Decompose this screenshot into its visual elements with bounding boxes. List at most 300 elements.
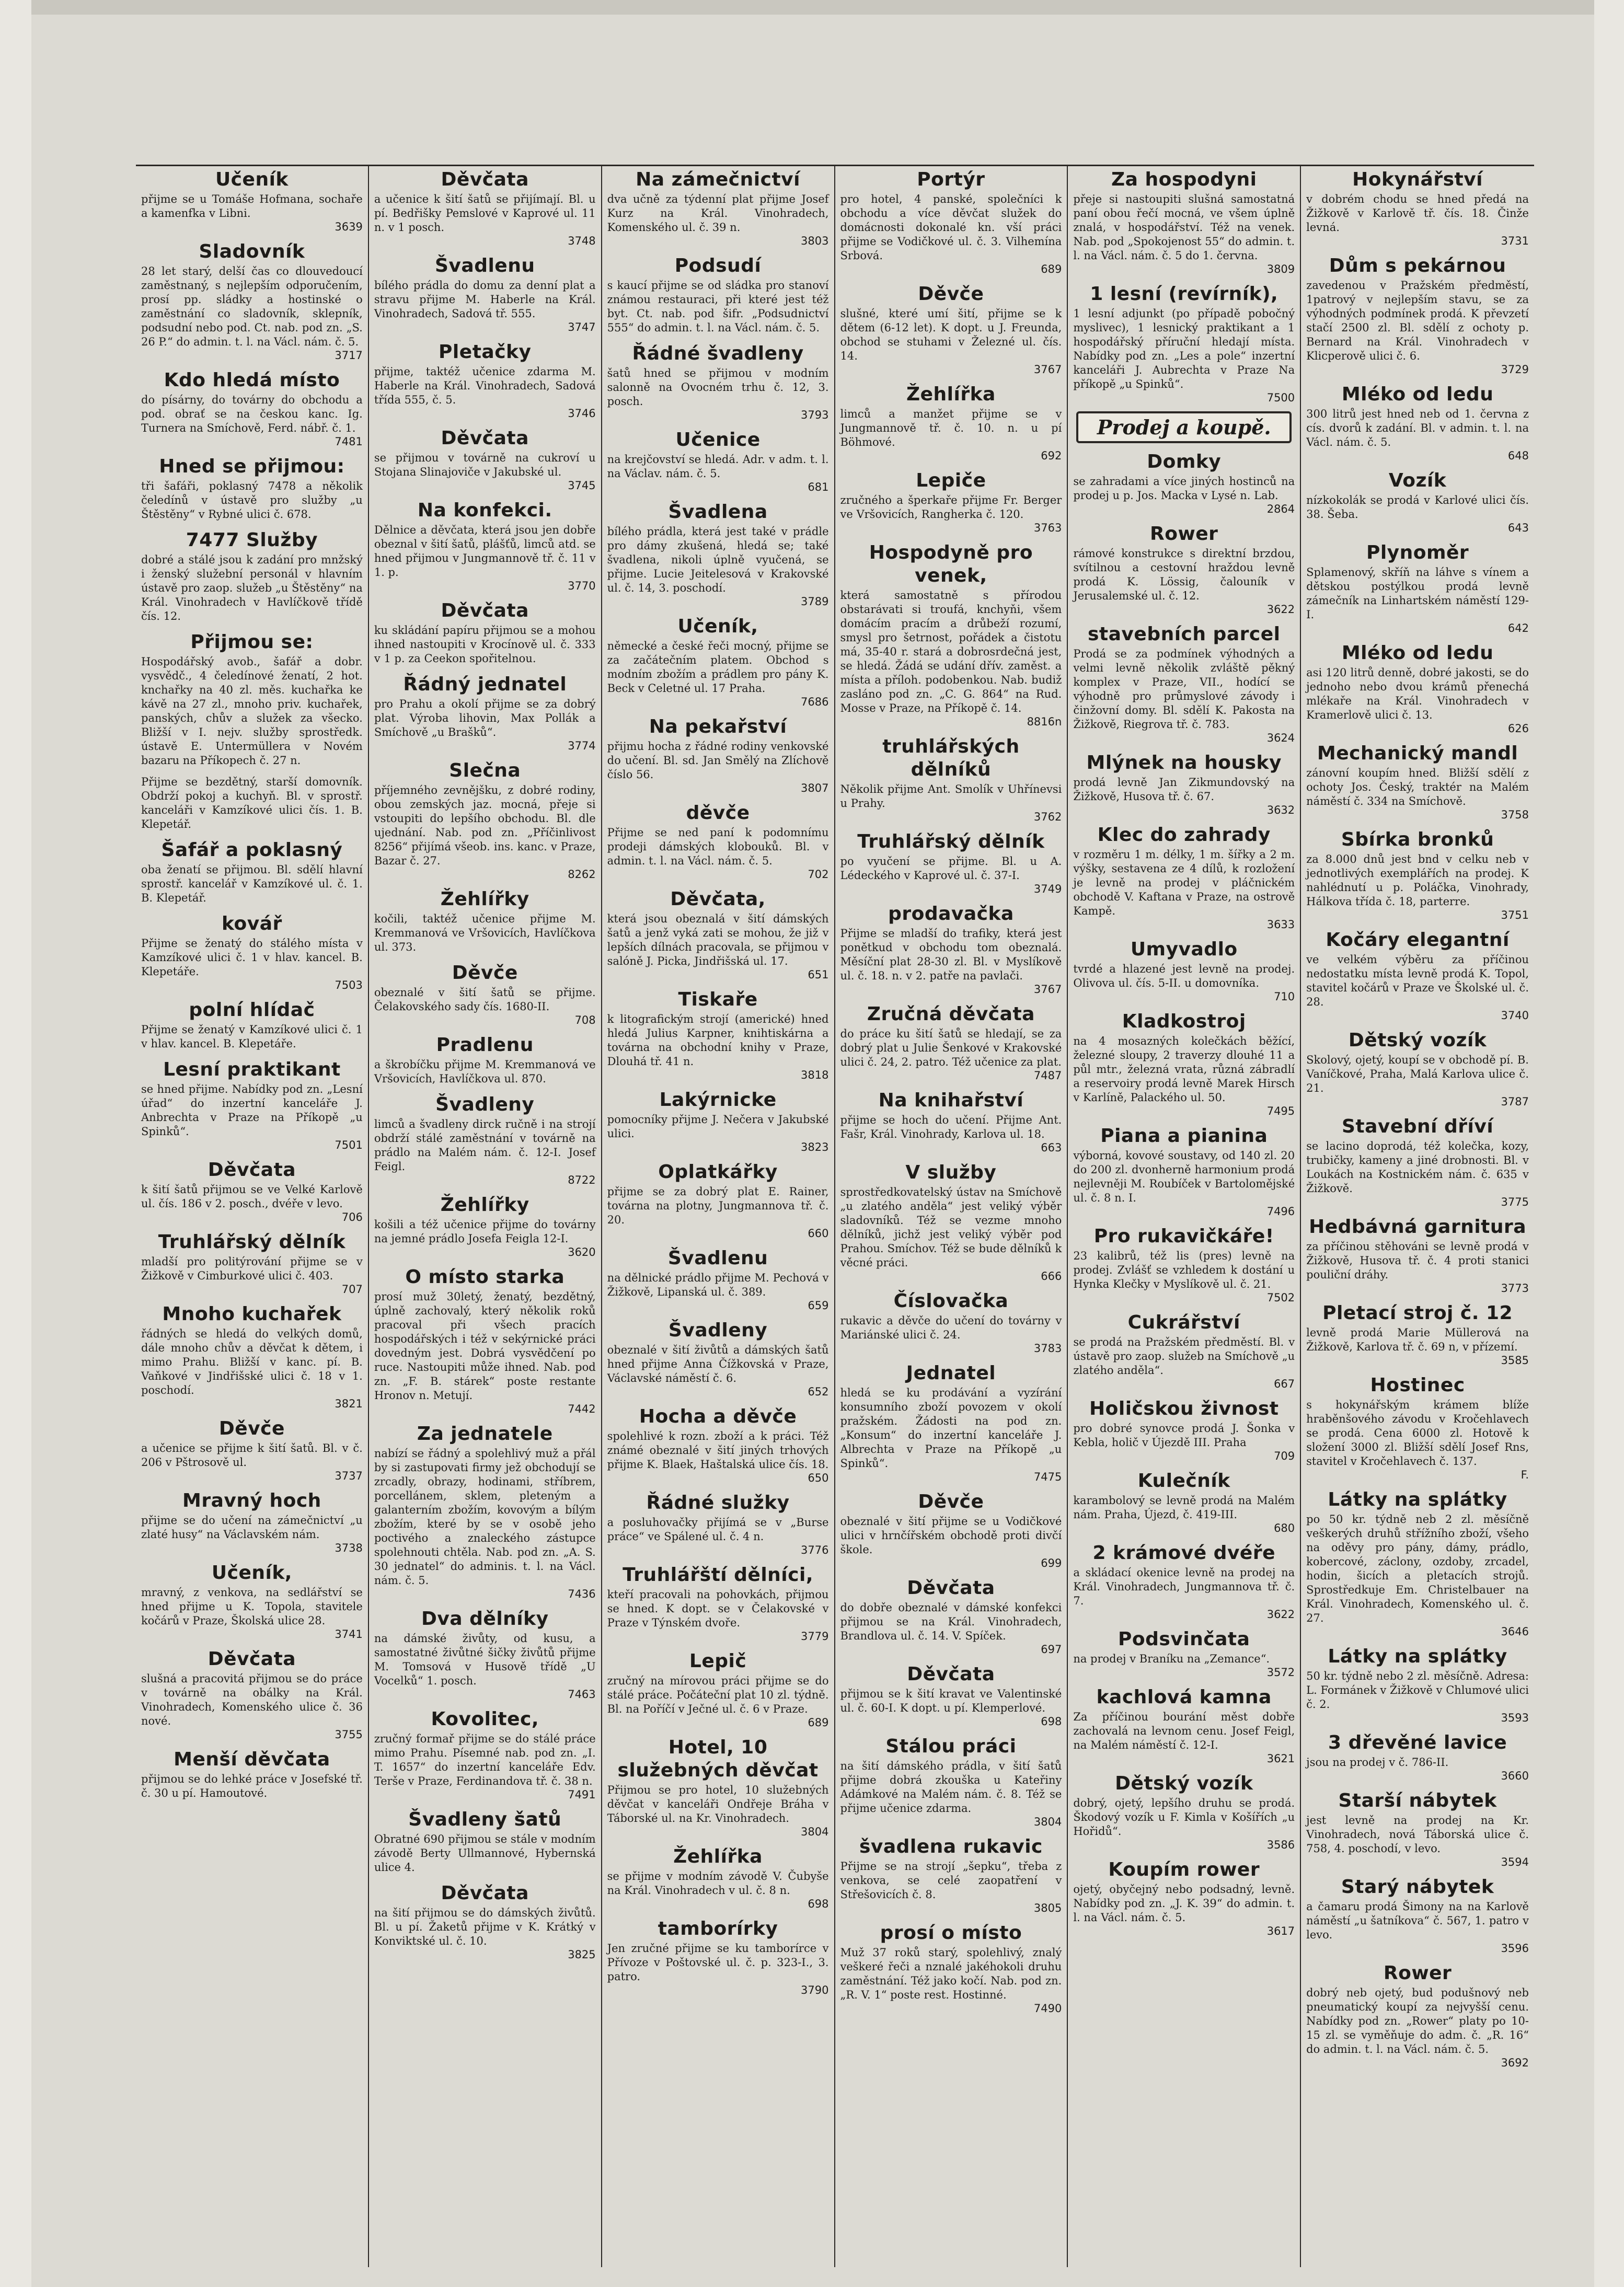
ad-body: za 8.000 dnů jest bnd v celku neb v jednotlivých exemplářích na prodej. K nahlédnutí u p. Poláčka, Vinohrady, Hálkova třída č. 18, parterre. [1306, 853, 1529, 908]
column-1 [136, 166, 369, 2267]
ad-body: která jsou obeznalá v šití dámských šatů a jenž vyká zati se mohou, že již v lepších dílnách pracovala, se přijmou v salóně J. Picka, Jindřišská ul. 17. [607, 913, 829, 967]
classified-ad [607, 615, 829, 708]
ad-number: 3633 [1266, 918, 1295, 931]
classified-ad [1306, 1302, 1529, 1367]
ad-body: bílého prádla do domu za denní plat a stravu přijme M. Haberle na Král. Vinohradech, Sadová tř. 555. [374, 279, 596, 320]
ad-body: tři šafáři, poklasný 7478 a několik čeledínů v ústavě pro služby „u Štěstěny“ v Rybné ulici č. 678. [141, 480, 363, 521]
classified-ad [607, 802, 829, 881]
ad-title: Mléko od ledu [1341, 642, 1494, 664]
classified-ad [840, 1577, 1062, 1656]
ad-title: Děvče [918, 283, 984, 305]
classified-ad [840, 1362, 1062, 1483]
ad-title: Truhlářský dělník [857, 831, 1045, 852]
ad-body: ve velkém výběru za příčinou nedostatku místa levně prodá K. Topol, stavitel kočárů v Praze ve Školské ul. č. 28. [1306, 953, 1529, 1008]
classified-ad [840, 469, 1062, 534]
ad-title: děvče [686, 802, 750, 824]
ad-number: 626 [1507, 722, 1529, 735]
ad-body: zánovní koupím hned. Bližší sdělí z ochoty Jos. Český, traktér na Malém náměstí č. 334 na Smíchově. [1306, 767, 1529, 807]
classified-ad [607, 342, 829, 421]
ad-number: 8816n [1027, 715, 1062, 728]
classified-ad [374, 341, 596, 420]
ad-title: Mléko od ledu [1341, 384, 1494, 405]
ad-body: Přijme se na strojí „šepku“, třeba z venkova, se celé zaopatření v Střešovicích č. 8. [840, 1860, 1062, 1901]
ad-title: kovář [222, 913, 282, 934]
ad-body: která samostatně s přírodou obstarávati si troufá, knchyňi, všem domácím pracím a drůbeží rozumí, smysl pro šetrnost, pořádek a čistotu má, 35-40 r. stará a dobrosrdečná jest, se hledá. Žádá se udání dřív. zaměst. a místa a příloh. podobenkou. Nab. budiž zasláno pod zn. „C. G. 864“ na Rud. Mosse v Praze, na Příkopě č. 14. [840, 589, 1062, 714]
ad-number: 3805 [1033, 1902, 1062, 1914]
classified-ad [607, 1089, 829, 1153]
classified-ad [840, 1835, 1062, 1914]
classified-ad [374, 1608, 596, 1701]
ad-body: levně prodá Marie Müllerová na Žižkově, Karlova tř. č. 69 n, v přízemí. [1306, 1326, 1529, 1353]
ad-title: Dům s pekárnou [1329, 255, 1506, 276]
ad-number: 3787 [1501, 1095, 1529, 1108]
classified-ad [1306, 1731, 1529, 1782]
classified-ad [840, 1003, 1062, 1082]
ad-title: Dětský vozík [1348, 1030, 1487, 1051]
ad-title: Kulečník [1137, 1470, 1230, 1492]
classified-ad [607, 888, 829, 981]
ad-title: Děvčata [441, 600, 529, 621]
classified-ad [141, 455, 363, 522]
ad-title: Na konfekci. [417, 500, 552, 521]
ad-title: Děvčata [208, 1159, 296, 1181]
ad-body: 28 let starý, delší čas co dlouvedoucí zaměstnaný, s nejlepším odporučením, prosí pp. sládky a hostinské o zaměstnání co sladovník, sklepník, podsudní nebo pod. Ct. nab. pod zn. „S. 26 P.“ do admin. t. l. na Václ. nám. č. 5. [141, 265, 363, 348]
ad-number: 3692 [1501, 2057, 1529, 2069]
classified-ad [141, 913, 363, 991]
ad-title: Látky na splátky [1328, 1646, 1507, 1667]
ad-body: jest levně na prodej na Kr. Vinohradech, nová Táborská ulice č. 758, 4. poschodí, v levo. [1306, 1814, 1529, 1855]
ad-title: Sbírka bronků [1341, 829, 1494, 850]
ad-body: kočili, taktéž učenice přijme M. Kremmanová ve Vršovicích, Havlíčkova ul. 373. [374, 913, 596, 953]
classified-ad [374, 962, 596, 1026]
ad-title: Hokynářství [1352, 169, 1483, 190]
ad-number: 667 [1274, 1378, 1295, 1390]
ad-body: šatů hned se přijmou v modním salonně na Ovocném trhu č. 12, 3. posch. [607, 367, 829, 408]
ad-title: Oplatkářky [658, 1161, 778, 1183]
column-6 [1301, 166, 1534, 2267]
ad-body: německé a české řeči mocný, přijme se za začátečním platem. Obchod s modním zbožím a prádlem pro pány K. Beck v Celetné ul. 17 Praha. [607, 640, 829, 695]
ad-number: 7481 [335, 435, 363, 448]
ad-title: Učenice [675, 429, 761, 451]
ad-title: Tiskaře [678, 989, 758, 1010]
ad-title: švadlena rukavic [859, 1836, 1043, 1857]
ad-body: nízkokolák se prodá v Karlové ulici čís. 38. Šeba. [1306, 494, 1529, 521]
classified-ad [374, 1808, 596, 1875]
ad-number: 3789 [801, 595, 829, 608]
ad-title: Piana a pianina [1100, 1125, 1268, 1147]
ad-body: Hospodářský avob., šafář a dobr. vysvědč., 4 čeledínové ženatí, 2 hot. knchařky na 40 zl. měs. kuchařka ke kávě na 27 zl., mnoho priv. kuchařek, panských, chův a služek za všecko. Bližší v I. nejv. služby sprostředk. ústavě E. Untermüllera v Novém bazaru na Příkopech č. 27 n. [141, 655, 363, 767]
ad-number: 7500 [1266, 391, 1295, 404]
ad-number: 652 [808, 1385, 829, 1398]
ad-number: 3774 [568, 740, 596, 752]
ad-number: 702 [808, 868, 829, 881]
ad-number: 3747 [568, 321, 596, 333]
ad-number: 3729 [1501, 363, 1529, 376]
ad-title: Hostinec [1370, 1374, 1465, 1396]
ad-body: Obratné 690 přijmou se stále v modním závodě Berty Ullmannové, Hybernská ulice 4. [374, 1833, 596, 1874]
ad-number: 7475 [1033, 1471, 1062, 1483]
ad-number: 3755 [335, 1728, 363, 1741]
ad-body: přijme se za dobrý plat E. Rainer, továrna na plotny, Jungmannova tř. č. 20. [607, 1185, 829, 1226]
ad-number: 8262 [568, 868, 596, 881]
ad-body: dobrý neb ojetý, bud podušnový neb pneumatický koupí za nejvyšší cenu. Nabídky pod zn. „Rower“ platy po 10-15 zl. se vyměňuje do adm. č. „R. 16“ do admin. t. l. na Václ. nám. č. 5. [1306, 1986, 1529, 2055]
classified-ad [1073, 1628, 1295, 1679]
classified-ad [141, 775, 363, 831]
ad-title: Zručná děvčata [867, 1003, 1035, 1025]
ad-title: Holičskou živnost [1089, 1398, 1279, 1419]
classified-ad [840, 168, 1062, 275]
classified-ad [141, 529, 363, 623]
ad-body: oba ženatí se přijmou. Bl. sdělí hlavní sprostř. kancelář v Kamzíkové ul. č. 1. B. Klepetář. [141, 863, 363, 904]
classified-ad [1306, 1029, 1529, 1108]
ad-title: Jednatel [906, 1362, 996, 1384]
classified-ad [374, 168, 596, 247]
ad-body: dobré a stálé jsou k zadání pro mnžský i ženský služební personál v hlavním ústavě pro zaop. služeb „u Štěstěny“ na Král. Vinohradech v Havlíčkově třídě čís. 12. [141, 553, 363, 622]
ad-title: Hotel, 10 služebných děvčat [617, 1737, 819, 1781]
classified-ad [374, 673, 596, 752]
ad-title: Lakýrnicke [659, 1089, 777, 1111]
ad-number: 3790 [801, 1984, 829, 1996]
ad-body: mladší pro politýrování přijme se v Žižkově v Cimburkové ulici č. 403. [141, 1255, 363, 1282]
ad-title: Na knihařství [878, 1090, 1024, 1111]
ad-title: Lesní praktikant [163, 1059, 341, 1080]
ad-body: obeznalé v šití živůtů a dámských šatů hned přijme Anna Čížkovská v Praze, Václavské náměstí č. 6. [607, 1344, 829, 1384]
classified-ad [840, 541, 1062, 728]
ad-body: spolehlivé k rozn. zboží a k práci. Též známé obeznalé v šití jiných trhových přijme K. Blaek, Haštalská ulice čís. 18. [607, 1430, 829, 1471]
ad-number: 7503 [335, 979, 363, 991]
classified-ad [1306, 255, 1529, 376]
ad-title: Švadleny [435, 1094, 535, 1115]
ad-body: Jen zručné přijme se ku tamborírce v Přívoze v Poštovské ul. č. p. 323-I., 3. patro. [607, 1942, 829, 1983]
ad-title: Domky [1147, 451, 1222, 472]
classified-ad [840, 283, 1062, 376]
column-5 [1068, 166, 1301, 2267]
ad-title: Koupím rower [1108, 1859, 1260, 1880]
ad-number: 648 [1507, 449, 1529, 462]
classified-ad [1306, 742, 1529, 821]
ad-body: na dělnické prádlo přijme M. Pechová v Žižkově, Lipanská ul. č. 389. [607, 1272, 829, 1298]
ad-number: 3793 [801, 409, 829, 421]
ad-number: 699 [1041, 1557, 1062, 1569]
ad-number: 3646 [1501, 1625, 1529, 1638]
ad-title: Mravný hoch [182, 1490, 321, 1511]
ad-number: 3758 [1501, 808, 1529, 821]
classified-ad [374, 427, 596, 492]
ad-title: Švadleny šatů [408, 1809, 562, 1830]
ad-number: 651 [808, 968, 829, 981]
ad-title: Děvče [918, 1491, 984, 1512]
classified-ad [1073, 1858, 1295, 1937]
ad-number: 3821 [335, 1397, 363, 1410]
ad-title: 1 lesní (revírník), [1090, 283, 1279, 305]
classified-ad [607, 1405, 829, 1484]
ad-number: 7501 [335, 1139, 363, 1151]
ad-body: prodá levně Jan Zikmundovský na Žižkově, Husova tř. č. 67. [1073, 776, 1295, 803]
classified-ad [1306, 1789, 1529, 1868]
ad-title: Stálou práci [885, 1736, 1017, 1757]
classified-ad [374, 1423, 596, 1600]
ad-title: prodavačka [888, 903, 1014, 925]
ad-body: zručného a šperkaře přijme Fr. Berger ve Vršovicích, Rangherka č. 120. [840, 494, 1062, 521]
classified-ad [1306, 1374, 1529, 1481]
ad-title: V služby [905, 1162, 997, 1183]
ad-number: 3632 [1266, 804, 1295, 816]
classified-ad [374, 599, 596, 666]
ad-title: Děvče [452, 962, 518, 984]
ad-body: slušné, které umí šití, přijme se k dětem (6-12 let). K dopt. u J. Freunda, obchod se stuhami v Železné ul. čís. 14. [840, 307, 1062, 362]
ad-title: Děvčata [441, 1882, 529, 1904]
ad-number: 709 [1274, 1450, 1295, 1462]
ad-title: Učeník, [677, 616, 758, 637]
ad-number: 698 [1041, 1715, 1062, 1728]
ad-body: Několik přijme Ant. Smolík v Uhřínevsi u Prahy. [840, 783, 1062, 810]
ad-title: Mlýnek na housky [1086, 752, 1282, 773]
ad-title: Pletací stroj č. 12 [1322, 1302, 1513, 1324]
classified-ad [1073, 752, 1295, 816]
ad-body: Za příčinou bourání měst dobře zachovalá na levnom cenu. Josef Feigl, na Malém náměstí č. 12-I. [1073, 1711, 1295, 1751]
classified-ad [1073, 168, 1295, 275]
classified-ad [1306, 1216, 1529, 1295]
ad-body: Prodá se za podmínek výhodných a velmi levně několik zvláště pěkný komplex v Praze, VII., hodící se výhodně pro průmyslové závody i činžovní domy. Bl. sdělí K. Pakosta na Žižkově, Riegrova tř. č. 783. [1073, 648, 1295, 731]
ad-number: 3804 [1033, 1816, 1062, 1828]
ad-number: 7502 [1266, 1291, 1295, 1304]
ad-body: se prodá na Pražském předměstí. Bl. v ústavě pro zaop. služeb na Smíchově „u zlatého anděla“. [1073, 1336, 1295, 1377]
ad-body: Přijmou se pro hotel, 10 služebných děvčat v kanceláři Ondřeje Bráha v Táborské ul. na Kr. Vinohradech. [607, 1784, 829, 1824]
ad-number: 3740 [1501, 1009, 1529, 1022]
ad-number: 3596 [1501, 1942, 1529, 1955]
ad-body: košili a též učenice přijme do továrny na jemné prádlo Josefa Feigla 12-I. [374, 1218, 596, 1245]
ad-body: Splamenový, skříň na láhve s vínem a dětskou postýlkou prodá levně zámečník na Linhartském náměstí 129-I. [1306, 566, 1529, 621]
ad-number: 3783 [1033, 1342, 1062, 1355]
ad-body: přijme, taktéž učenice zdarma M. Haberle na Král. Vinohradech, Sadová třída 555, č. 5. [374, 365, 596, 406]
ad-body: do písárny, do továrny do obchodu a pod. obrať se na českou kanc. Ig. Turnera na Smíchově, Ferd. nábř. č. 1. [141, 394, 363, 434]
ad-title: Přijmou se: [190, 631, 314, 653]
ad-title: Žehlířka [673, 1846, 763, 1867]
classified-ad [607, 1247, 829, 1312]
ad-title: Kočáry elegantní [1326, 929, 1510, 951]
ad-body: tvrdé a hlazené jest levně na prodej. Olivova ul. čís. 5-II. u domovníka. [1073, 963, 1295, 989]
ad-body: se zahradami a více jiných hostinců na prodej u p. Jos. Macka v Lysé n. Lab. [1073, 475, 1295, 502]
classified-ad [607, 1564, 829, 1643]
ad-title: truhlářských dělníků [882, 736, 1020, 780]
classified-ad [840, 1089, 1062, 1154]
classified-ad [141, 631, 363, 768]
classified-ad [1073, 1686, 1295, 1765]
classified-ad [1306, 828, 1529, 921]
classified-ad [1306, 1962, 1529, 2069]
ad-title: polní hlídač [189, 999, 315, 1021]
classified-ad [840, 1290, 1062, 1355]
ad-title: Děvčata [907, 1664, 995, 1685]
classified-ad [1073, 1311, 1295, 1390]
classified-ad [374, 888, 596, 954]
ad-number: 3572 [1266, 1666, 1295, 1679]
classified-ad [607, 1650, 829, 1729]
ad-body: po 50 kr. týdně neb 2 zl. měsíčně veškerých druhů střížního zboží, všeho na oděvy pro pány, dámy, prádlo, kobercové, záclony, ozdoby, zrcadel, hodin, šicích a pletacích strojů. Sprostředkuje Em. Christelbauer na Král. Vinohradech, Komenského ul. č. 27. [1306, 1513, 1529, 1624]
classified-ad [607, 715, 829, 794]
ad-title: Klec do zahrady [1097, 824, 1271, 846]
ad-title: Učeník, [211, 1562, 292, 1584]
ad-title: Dva dělníky [421, 1608, 549, 1630]
ad-number: 689 [808, 1716, 829, 1729]
ad-body: pro Prahu a okolí přijme se za dobrý plat. Výroba lihovin, Max Pollák a Smíchově „u Brašků“. [374, 698, 596, 738]
ad-title: Hocha a děvče [639, 1406, 797, 1427]
classified-ad [1073, 938, 1295, 1003]
ad-title: Za jednatele [417, 1423, 553, 1445]
ad-title: Za hospodyni [1111, 169, 1257, 190]
ad-title: Mnoho kuchařek [162, 1303, 342, 1325]
classified-ad [607, 1492, 829, 1556]
ad-body: na šití přijmou se do dámských živůtů. Bl. u pí. Žaketů přijme v K. Krátký v Konviktské ul. č. 10. [374, 1907, 596, 1947]
classified-ad [607, 1918, 829, 1996]
ad-number: 707 [341, 1283, 363, 1296]
ad-number: 3622 [1266, 603, 1295, 616]
ad-title: Hospodyně pro venek, [869, 542, 1033, 586]
classified-ad [607, 1845, 829, 1910]
ad-number: 2864 [1266, 503, 1295, 515]
classified-ad [1306, 1488, 1529, 1638]
ad-title: Lepiče [916, 470, 986, 491]
ad-body: za příčinou stěhováni se levně prodá v Žižkově, Husova tř. č. 4 proti stanici pouliční dráhy. [1306, 1240, 1529, 1281]
ad-number: 706 [341, 1211, 363, 1223]
classified-ad [374, 255, 596, 333]
ad-title: Švadlenu [667, 1248, 768, 1269]
classified-ad [141, 1058, 363, 1151]
ad-number: 642 [1507, 622, 1529, 634]
ad-body: obeznalé v šití přijme se u Vodičkové ulici v hrnčířském obchodě proti divčí škole. [840, 1515, 1062, 1556]
ad-body: rukavic a děvče do učení do továrny v Mariánské ulici č. 24. [840, 1314, 1062, 1341]
classified-ad [840, 903, 1062, 996]
ad-body: hledá se ku prodávání a vyzírání konsumního zboží povozem v okolí pražském. Žádosti na pod zn. „Konsum“ do inzertní kanceláře J. Albrechta v Praze na Příkopě „u Spinků“. [840, 1387, 1062, 1470]
ad-title: Rower [1383, 1962, 1452, 1984]
classified-ad [1073, 623, 1295, 744]
ad-number: 659 [808, 1299, 829, 1312]
ad-body: na krejčovství se hledá. Adr. v adm. t. l. na Václav. nám. č. 5. [607, 453, 829, 480]
classified-ad [1073, 1542, 1295, 1621]
classified-ad [141, 1489, 363, 1554]
ad-body: řádných se hledá do velkých domů, dále mnoho chův a děvčat k dětem, i mimo Prahu. Bližší v kanc. pí. B. Vaňkové v Jindřišské ulici č. 18 v 1. poschodí. [141, 1327, 363, 1396]
ad-number: 3767 [1033, 983, 1062, 996]
ad-number: 3763 [1033, 522, 1062, 534]
ad-body: Přijme se ženatý do stálého místa v Kamzíkové ulici č. 1 v hlav. kancel. B. Klepetáře. [141, 937, 363, 978]
ad-title: Umyvadlo [1130, 939, 1238, 960]
classified-ad [840, 1161, 1062, 1283]
ad-body: prosí muž 30letý, ženatý, bezdětný, úplně zachovalý, který několik roků pracoval při všech pracích hospodářských i též v sekýrnické práci dovedným jest. Dobrá vysvědčení po ruce. Nastoupiti může ihned. Nab. pod zn. „F. B. stárek“ poste restante Hronov n. Metují. [374, 1290, 596, 1402]
ad-body: v dobrém chodu se hned předá na Žižkově v Karlově tř. čís. 18. Činže levná. [1306, 193, 1529, 234]
ad-body: Muž 37 roků starý, spolehlivý, znalý veškeré řeči a nznalé jakéhokoli druhu zaměstnání. Též jako kočí. Nab. pod zn. „R. V. 1“ poste rest. Hostinné. [840, 1946, 1062, 2001]
ad-body: do dobře obeznalé v dámské konfekci přijmou se na Král. Vinohradech, Brandlova ul. č. 14. V. Spíček. [840, 1601, 1062, 1642]
ad-title: O místo starka [405, 1266, 565, 1288]
classified-ad [1073, 1397, 1295, 1462]
section-banner-prodej-a-koupe: Prodej a koupě. [1076, 411, 1292, 443]
ad-body: ku skládání papíru přijmou se a mohou ihned nastoupiti v Krocínově ul. č. 333 v 1 p. za Ceekon spořitelnou. [374, 624, 596, 665]
ad-number: 3586 [1266, 1839, 1295, 1851]
classified-ad [607, 1319, 829, 1398]
ad-body: bílého prádla, která jest také v prádle pro dámy zkušená, hledá se; také švadlena, nikoli úplně vyučená, se přijme. Lucie Jeitelesová v Krakovské ul. č. 14, 3. poschodí. [607, 525, 829, 594]
classified-ad [1306, 383, 1529, 462]
ad-body: zavedenou v Pražském předměstí, 1patrový v nejlepším stavu, se za výhodných podmínek prodá. K převzetí stačí 2500 zl. Bl. sdělí z ochoty p. Bernard na Král. Vinohradech v Klicperově ulici č. 6. [1306, 279, 1529, 362]
ad-title: kachlová kamna [1096, 1687, 1272, 1708]
ad-number: 3773 [1501, 1282, 1529, 1295]
classified-ad [374, 499, 596, 592]
ad-number: 708 [574, 1014, 596, 1026]
classified-ad [840, 735, 1062, 823]
column-3 [602, 166, 835, 2267]
ad-number: 7490 [1033, 2002, 1062, 2015]
ad-body: nabízí se řádný a spolehlivý muž a přál by si zastupovati firmy jež obchodují se zrcadly, obrazy, hodinami, stříbrem, porcellánem, sklem, pleteným a galanterním zbožím, kovovým a bílým zbožím, které by se v osobě jeho poctivého a znaleckého zástupce spolehnouti chtěla. Nab. pod zn. „A. S. 30 jednatel“ do adminis. t. l. na Václ. nám. č. 5. [374, 1447, 596, 1587]
ad-title: Dětský vozík [1115, 1773, 1253, 1794]
ad-body: na dámské živůty, od kusu, a samostatné živůtné šičky živůtů přijme M. Tomsová v Husově třídě „U Vocelků“ 1. posch. [374, 1632, 596, 1687]
ad-number: 3751 [1501, 909, 1529, 921]
ad-title: Žehlířky [440, 1194, 529, 1216]
ad-number: 3825 [568, 1948, 596, 1961]
classified-ad [1073, 451, 1295, 515]
classified-ad [374, 1708, 596, 1801]
ad-number: 3776 [801, 1544, 829, 1556]
ad-number: 7463 [568, 1688, 596, 1701]
ad-body: karambolový se levně prodá na Malém nám. Praha, Újezd, č. 419-III. [1073, 1494, 1295, 1521]
ad-title: prosí o místo [880, 1922, 1022, 1944]
ad-number: F. [1521, 1469, 1529, 1481]
classified-ad [141, 1748, 363, 1800]
ad-body: k litografickým strojí (americké) hned hledá Julius Karpner, knihtiskárna a továrna na obchodní knihy v Praze, Dlouhá tř. 41 n. [607, 1013, 829, 1068]
ad-body: obeznalé v šití šatů se přijme. Čelakovského sady čís. 1680-II. [374, 986, 596, 1013]
ad-number: 3717 [335, 349, 363, 362]
ad-title: Kovolitec, [431, 1708, 539, 1730]
ad-body: pro dobré synovce prodá J. Šonka v Kebla, holič v Újezdě III. Praha [1073, 1422, 1295, 1449]
ad-number: 7495 [1266, 1105, 1295, 1117]
ad-title: Pletačky [439, 341, 532, 363]
ad-number: 3762 [1033, 811, 1062, 823]
ad-number: 692 [1041, 449, 1062, 462]
classified-ad [141, 240, 363, 362]
ad-number: 698 [808, 1898, 829, 1910]
ad-body: se přijme v modním závodě V. Čubyše na Král. Vinohradech v ul. č. 8 n. [607, 1870, 829, 1897]
classified-ad [374, 1194, 596, 1258]
ad-body: se lacino doprodá, též kolečka, kozy, trubičky, kameny a jiné drobnosti. Bl. v Loukách na Kostnickém nám. č. 635 v Žižkově. [1306, 1140, 1529, 1195]
ad-body: po vyučení se přijme. Bl. u A. Lédeckého v Kaprové ul. č. 37-I. [840, 855, 1062, 882]
ad-body: dva učně za týdenní plat přijme Josef Kurz na Král. Vinohradech, Komenského ul. č. 39 n. [607, 193, 829, 234]
classified-ad [141, 1562, 363, 1641]
ad-body: rámové konstrukce s direktní brzdou, svítilnou a cestovní hraždou levně prodá K. Lössig, čalouník v Jerusalemské ul. č. 12. [1073, 547, 1295, 602]
ad-body: slušná a pracovitá přijmou se do práce v továrně na obálky na Král. Vinohradech, Komenského ulice č. 36 nové. [141, 1672, 363, 1727]
ad-title: Žehlířky [440, 888, 529, 910]
ad-body: do práce ku šití šatů se hledají, se za dobrý plat u Julie Šenkové v Krakovské ulici č. 24, 2. patro. Též učenice za plat. [840, 1027, 1062, 1068]
ad-number: 643 [1507, 522, 1529, 534]
ad-body: Přijme se bezdětný, starší domovník. Obdrží pokoj a kuchyň. Bl. v sprostř. kanceláři v Kamzíkové ulici čís. 1. B. Klepetář. [141, 776, 363, 830]
ad-title: Kladkostroj [1122, 1011, 1246, 1032]
classified-ad [1073, 1772, 1295, 1851]
ad-body: zručný formař přijme se do stálé práce mimo Prahu. Písemné nab. pod zn. „I. T. 1657“ do inzertní kanceláře Edv. Terše v Praze, Ferdinandova tř. č. 38 n. [374, 1732, 596, 1787]
ad-title: Učeník [215, 169, 289, 190]
ad-body: přijmou se do lehké práce v Josefské tř. č. 30 u pí. Hamoutové. [141, 1773, 363, 1799]
ad-number: 3737 [335, 1470, 363, 1482]
ad-body: přijme se hoch do učení. Přijme Ant. Fašr, Král. Vinohrady, Karlova ul. 18. [840, 1114, 1062, 1140]
ad-body: Dělnice a děvčata, která jsou jen dobře obeznal v šití šatů, plášťů, limců atd. se hned přijmou v Jungmannově tř. č. 11 v 1. p. [374, 524, 596, 579]
ad-title: Děvčata [208, 1648, 296, 1670]
ad-number: 3767 [1033, 363, 1062, 376]
classified-ad [1306, 541, 1529, 634]
ad-number: 7436 [568, 1588, 596, 1600]
ad-body: a škrobíčku přijme M. Kremmanová ve Vršovicích, Havlíčkova ul. 870. [374, 1058, 596, 1085]
ad-body: Přijme se mladší do trafiky, která jest ponětkud v obchodu tom obeznalá. Měsíční plat 28-30 zl. Bl. v Myslíkově ul. č. 18. n. v 2. patře na pavlači. [840, 927, 1062, 982]
ad-body: s kaucí přijme se od sládka pro stanoví známou restauraci, při které jest též byt. Ct. nab. pod šifr. „Podsudnictví 555“ do admin. t. l. na Václ. nám. č. 5. [607, 279, 829, 334]
ad-number: 3594 [1501, 1856, 1529, 1868]
ad-body: limců a švadleny dirck ručně i na strojí obdrží stálé zaměstnání v továrně na prádlo na Malém nám. č. 12-I. Josef Feigl. [374, 1118, 596, 1173]
classified-ad [607, 1736, 829, 1838]
ad-title: Švadleny [668, 1320, 768, 1341]
ad-body: v rozměru 1 m. délky, 1 m. šířky a 2 m. výšky, sestavena ze 4 dílů, k rozložení je levně na prodej v pláčnickém obchodě V. Kaftana v Praze, na ostrově Kampě. [1073, 848, 1295, 917]
